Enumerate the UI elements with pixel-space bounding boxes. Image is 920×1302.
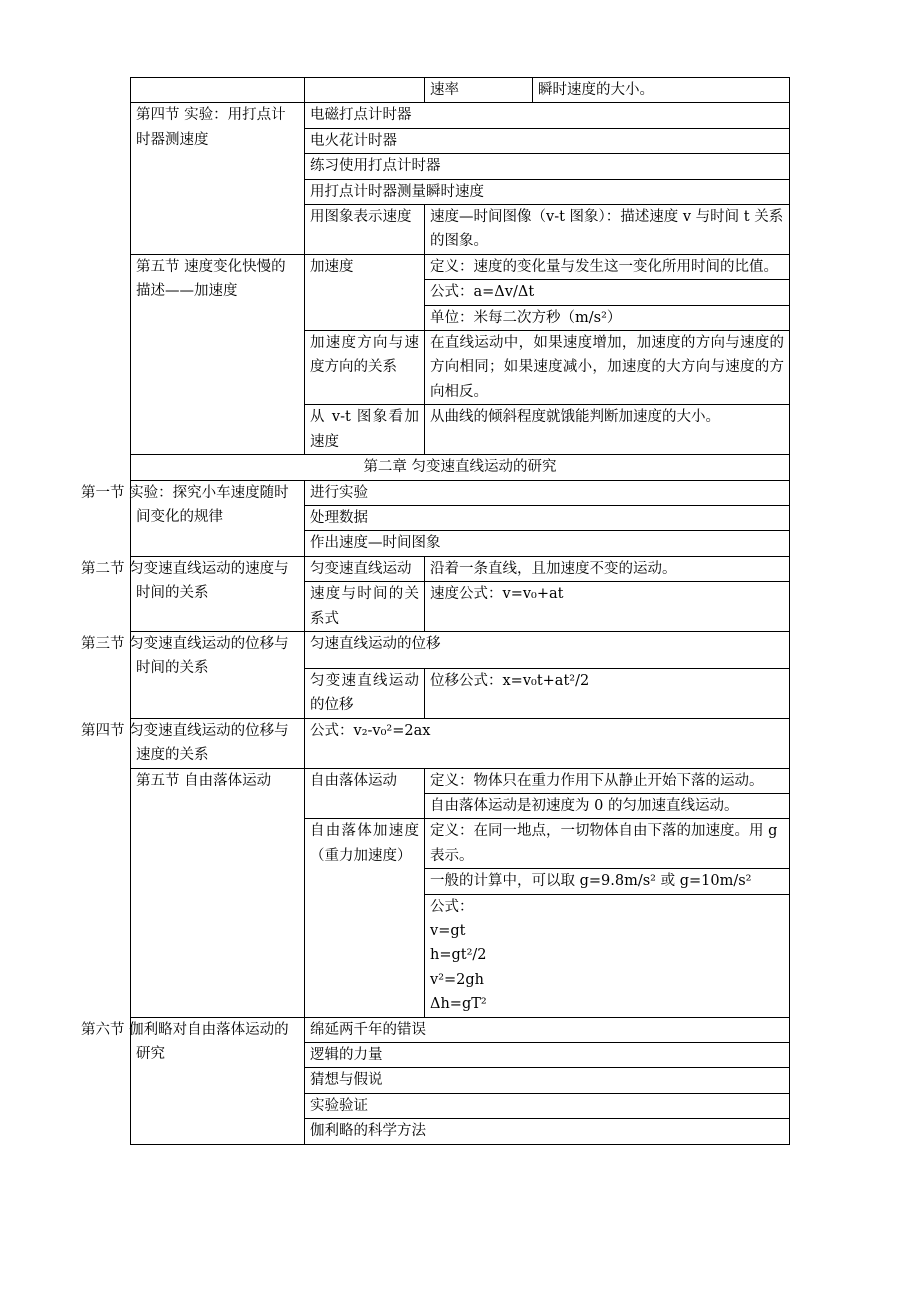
section-title: [81, 631, 305, 718]
table-row: [131, 103, 790, 128]
cell-formula: 公式：v₂-v₀²=2ax: [305, 718, 790, 768]
table-row: [131, 718, 790, 768]
formula-line: v²=2gh: [430, 971, 484, 988]
cell-text: 在直线运动中，如果速度增加，加速度的方向与速度的方向相同；如果速度减小，加速度的大方向与速度的方向相反。: [425, 331, 790, 405]
table-row: [131, 455, 790, 480]
cell-item: 实验验证: [305, 1093, 790, 1118]
section-title: 第五节 速度变化快慢的描述——加速度: [131, 254, 305, 454]
cell-label: 用图象表示速度: [305, 205, 425, 255]
cell-label: 匀变速直线运动的位移: [305, 668, 425, 718]
cell-label: 速度与时间的关系式: [305, 582, 425, 632]
cell-empty: [131, 78, 305, 103]
cell-item: 用打点计时器测量瞬时速度: [305, 179, 790, 204]
cell-label: 自由落体运动: [305, 768, 425, 819]
table-row: [131, 480, 790, 505]
notes-table: [81, 77, 790, 1145]
section-number: 第二节: [81, 560, 125, 577]
section-title: 第四节 实验：用打点计时器测速度: [131, 103, 305, 254]
cell-text: 沿着一条直线，且加速度不变的运动。: [425, 556, 790, 581]
section-name: 实验：探究小车速度随时间变化的规律: [129, 484, 289, 525]
table-row: [131, 556, 790, 581]
table-row: [131, 631, 790, 668]
cell-label: 自由落体加速度（重力加速度）: [305, 819, 425, 1017]
cell-definition: 瞬时速度的大小。: [533, 78, 790, 103]
cell-formula: 速度公式：v=v₀+at: [425, 582, 790, 632]
cell-item: 电火花计时器: [305, 128, 790, 153]
cell-text: 一般的计算中，可以取 g=9.8m/s² 或 g=10m/s²: [425, 869, 790, 894]
section-number: 第一节: [81, 484, 125, 501]
table-row: [131, 1017, 790, 1042]
cell-empty: [305, 78, 425, 103]
cell-item: 电磁打点计时器: [305, 103, 790, 128]
cell-item: 逻辑的力量: [305, 1043, 790, 1068]
section-name: 匀变速直线运动的位移与时间的关系: [129, 635, 289, 677]
cell-item: 绵延两千年的错误: [305, 1017, 790, 1042]
section-title: [81, 1017, 305, 1144]
section-number: 第六节: [81, 1021, 125, 1038]
cell-item: 作出速度—时间图象: [305, 531, 790, 556]
section-name: 匀变速直线运动的速度与时间的关系: [129, 560, 289, 602]
cell-item: 猜想与假说: [305, 1068, 790, 1093]
cell-formula: 位移公式：x=v₀t+at²/2: [425, 668, 790, 718]
cell-text: 自由落体运动是初速度为 0 的匀加速直线运动。: [425, 793, 790, 818]
formula-line: v=gt: [430, 923, 466, 939]
section-number: 第三节: [81, 635, 125, 652]
formula-list: [425, 894, 790, 1017]
cell-label: 匀变速直线运动: [305, 556, 425, 581]
formula-line: Δh=gT²: [430, 996, 487, 1013]
cell-formula: 公式：a=Δv/Δt: [425, 280, 790, 305]
section-number: 第四节: [81, 722, 125, 739]
section-name: 匀变速直线运动的位移与速度的关系: [129, 722, 289, 764]
cell-label: 加速度: [305, 254, 425, 330]
cell-item: 练习使用打点计时器: [305, 154, 790, 179]
cell-item: 处理数据: [305, 505, 790, 530]
section-title: [81, 480, 305, 556]
cell-term: 速率: [425, 78, 533, 103]
table-row: [131, 254, 790, 279]
cell-item: 进行实验: [305, 480, 790, 505]
table-row: [131, 768, 790, 793]
section-title: [81, 718, 305, 768]
cell-text: 从曲线的倾斜程度就饿能判断加速度的大小。: [425, 405, 790, 455]
cell-text: 定义：速度的变化量与发生这一变化所用时间的比值。: [425, 254, 790, 279]
cell-text: 定义：在同一地点，一切物体自由下落的加速度。用 g 表示。: [425, 819, 790, 869]
formula-list-title: 公式：: [430, 898, 474, 915]
cell-item: 匀速直线运动的位移: [305, 631, 790, 668]
cell-text: 单位：米每二次方秒（m/s²）: [425, 305, 790, 330]
cell-item: 伽利略的科学方法: [305, 1119, 790, 1144]
section-name: 伽利略对自由落体运动的研究: [129, 1021, 289, 1063]
table-row: [131, 78, 790, 103]
formula-line: h=gt²/2: [430, 947, 487, 964]
cell-text: 速度—时间图像（v-t 图象）：描述速度 v 与时间 t 关系的图象。: [425, 205, 790, 255]
section-title: [81, 556, 305, 631]
chapter-title: 第二章 匀变速直线运动的研究: [131, 455, 790, 480]
section-title: 第五节 自由落体运动: [131, 768, 305, 1017]
cell-label: 从 v-t 图象看加速度: [305, 405, 425, 455]
cell-label: 加速度方向与速度方向的关系: [305, 331, 425, 405]
cell-text: 定义：物体只在重力作用下从静止开始下落的运动。: [425, 768, 790, 793]
